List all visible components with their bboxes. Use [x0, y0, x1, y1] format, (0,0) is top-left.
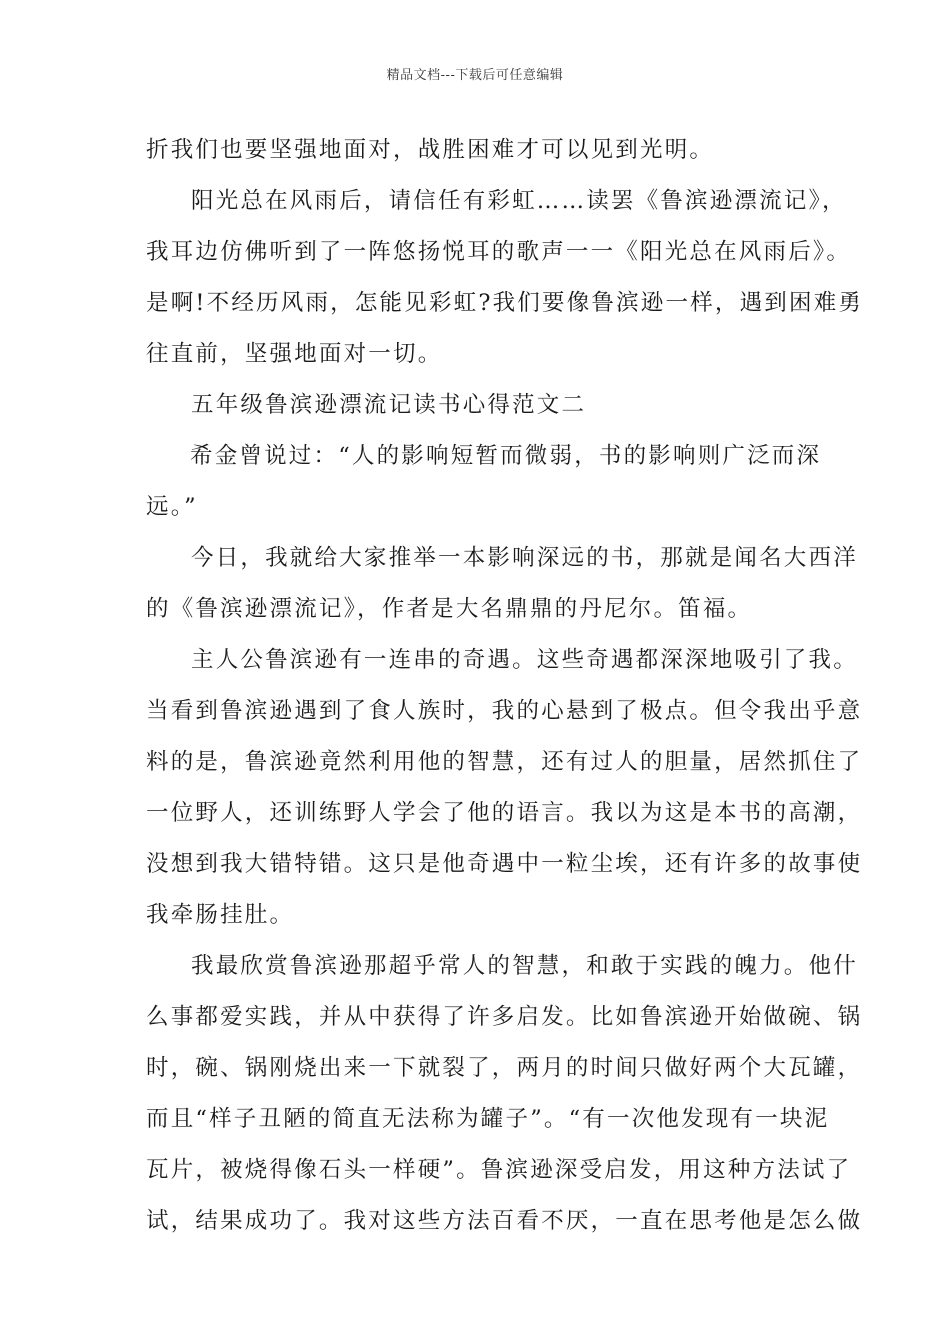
text-line: 而且“样子丑陋的简直无法称为罐子”。“有一次他发现有一块泥	[146, 1106, 830, 1132]
text-line: 远。”	[146, 494, 198, 520]
text-line: 没想到我大错特错。这只是他奇遇中一粒尘埃，还有许多的故事使	[146, 851, 863, 877]
text-line: 希金曾说过：“人的影响短暂而微弱，书的影响则广泛而深	[190, 443, 822, 469]
text-line: 时，碗、锅刚烧出来一下就裂了，两月的时间只做好两个大瓦罐，	[146, 1055, 863, 1081]
text-line: 试，结果成功了。我对这些方法百看不厌，一直在思考他是怎么做	[146, 1208, 863, 1234]
text-line: 主人公鲁滨逊有一连串的奇遇。这些奇遇都深深地吸引了我。	[191, 647, 858, 673]
text-line: 折我们也要坚强地面对，战胜困难才可以见到光明。	[146, 137, 715, 163]
text-line: 料的是，鲁滨逊竟然利用他的智慧，还有过人的胆量，居然抓住了	[146, 749, 863, 775]
section-heading: 五年级鲁滨逊漂流记读书心得范文二	[191, 392, 587, 418]
text-line: 么事都爱实践，并从中获得了许多启发。比如鲁滨逊开始做碗、锅	[146, 1004, 863, 1030]
text-line: 当看到鲁滨逊遇到了食人族时，我的心悬到了极点。但令我出乎意	[146, 698, 863, 724]
text-line: 阳光总在风雨后，请信任有彩虹……读罢《鲁滨逊漂流记》，	[191, 188, 847, 214]
text-line: 是啊!不经历风雨，怎能见彩虹?我们要像鲁滨逊一样，遇到困难勇	[146, 290, 864, 316]
text-line: 一位野人，还训练野人学会了他的语言。我以为这是本书的高潮，	[146, 800, 863, 826]
text-line: 我牵肠挂肚。	[146, 902, 295, 928]
text-line: 我耳边仿佛听到了一阵悠扬悦耳的歌声一一《阳光总在风雨后》。	[146, 239, 852, 265]
text-line: 我最欣赏鲁滨逊那超乎常人的智慧，和敢于实践的魄力。他什	[191, 953, 858, 979]
document-body	[146, 128, 864, 1250]
text-line: 今日，我就给大家推举一本影响深远的书，那就是闻名大西洋	[191, 545, 858, 571]
text-line: 的《鲁滨逊漂流记》，作者是大名鼎鼎的丹尼尔。笛福。	[146, 596, 753, 622]
page-header: 精品文档---下载后可任意编辑	[386, 68, 564, 83]
text-line: 往直前，坚强地面对一切。	[146, 341, 443, 367]
text-line: 瓦片，被烧得像石头一样硬”。鲁滨逊深受启发，用这种方法试了	[146, 1157, 852, 1183]
